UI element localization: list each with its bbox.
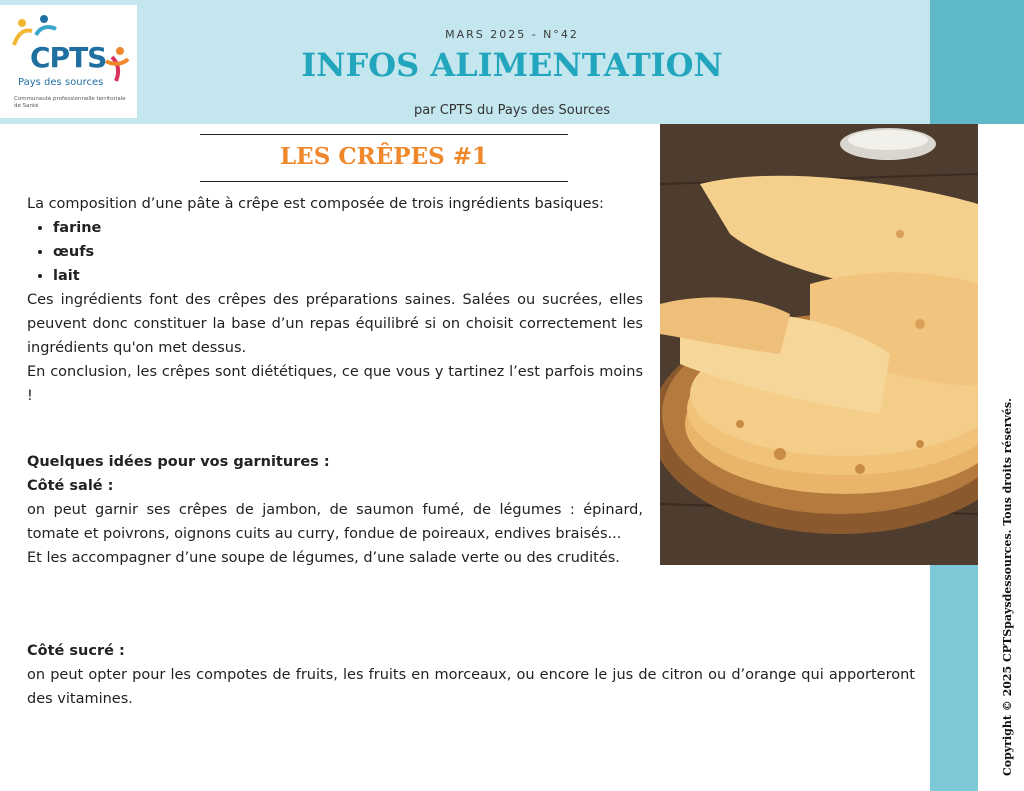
logo-name: CPTS (30, 41, 107, 74)
paragraph-2: En conclusion, les crêpes sont diététiques, ce que vous y tartinez l’est parfois moins ! (27, 364, 643, 404)
section-title: LES CRÊPES #1 (280, 143, 488, 170)
logo-tagline: Pays des sources (18, 77, 104, 88)
logo-subtitle: Communauté professionnelle territoriale de Santé (14, 96, 126, 109)
savory-heading: Côté salé : (27, 478, 114, 494)
list-item: • œufs (53, 240, 643, 264)
byline: par CPTS du Pays des Sources (414, 103, 610, 118)
page-title: INFOS ALIMENTATION (301, 46, 723, 84)
ideas-heading: Quelques idées pour vos garnitures : (27, 454, 330, 470)
issue-label: MARS 2025 - N°42 (445, 28, 579, 41)
sweet-heading: Côté sucré : (27, 643, 125, 659)
savory-text: on peut garnir ses crêpes de jambon, de saumon fumé, de légumes : épinard, tomate et poivrons, oignons cuits au curry, fondue de poireaux, endives braisés... (27, 502, 643, 542)
paragraph-1: Ces ingrédients font des crêpes des préparations saines. Salées ou sucrées, elles peuvent donc constituer la base d’un repas équilibré si on choisit correctement les ingrédients qu'on met dessus. (27, 292, 643, 356)
copyright-notice: Copyright © 2025 CPTSpaysdessources. Tous droits réservés. (1001, 398, 1014, 776)
savory-text-2: Et les accompagner d’une soupe de légumes, d’une salade verte ou des crudités. (27, 550, 620, 566)
sweet-block (27, 639, 915, 711)
title-rule-bottom (200, 181, 568, 182)
sweet-text: on peut opter pour les compotes de fruits, les fruits en morceaux, ou encore le jus de citron ou d’orange qui apporteront des vitamines. (27, 667, 915, 707)
intro-block (27, 192, 643, 408)
ideas-block (27, 450, 643, 570)
list-item: • farine (53, 216, 643, 240)
intro-text: La composition d’une pâte à crêpe est composée de trois ingrédients basiques: (27, 196, 604, 212)
ingredients-list (27, 216, 643, 288)
crepes-photo-icon (660, 124, 978, 565)
list-item: • lait (53, 264, 643, 288)
title-rule-top (200, 134, 568, 135)
crepes-photo (660, 124, 978, 565)
